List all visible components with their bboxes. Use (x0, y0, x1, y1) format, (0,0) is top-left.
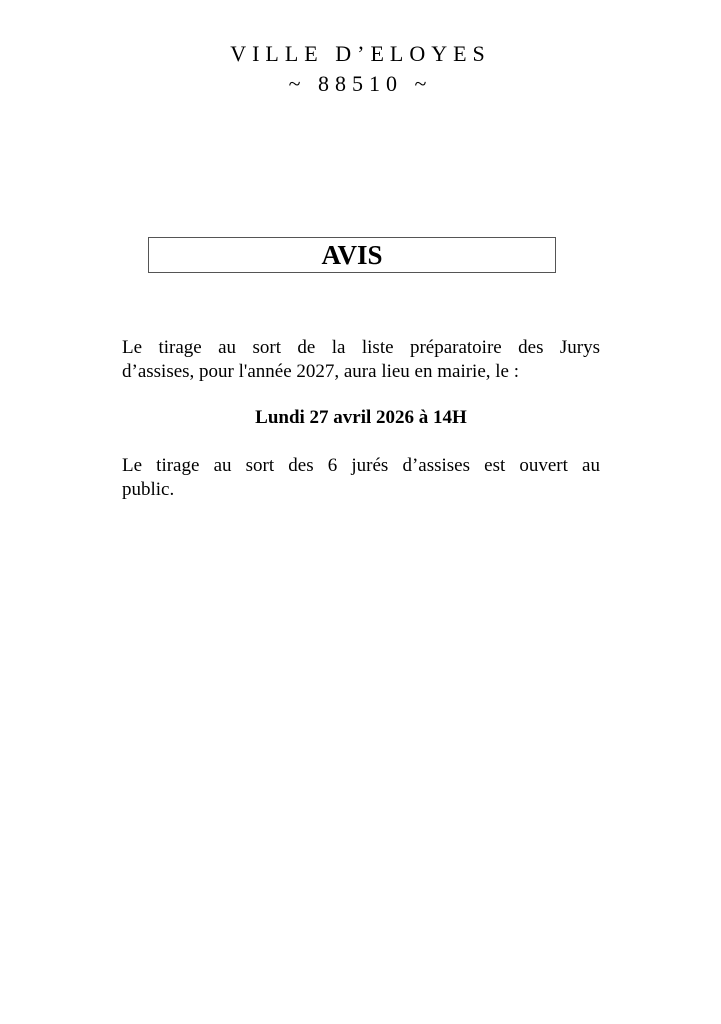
notice-title-box (148, 237, 556, 273)
draw-date: Lundi 27 avril 2026 à 14H (255, 407, 467, 428)
postal-code: ~ 88510 ~ (288, 71, 433, 96)
town-name: VILLE D’ELOYES (230, 41, 491, 66)
paragraph-1-line-1: Le tirage au sort de la liste préparatoire des Jurys (122, 337, 600, 358)
notice-paragraph-2 (122, 454, 600, 502)
notice-paragraph-1 (122, 336, 600, 384)
paragraph-2-line-1: Le tirage au sort des 6 jurés d’assises est ouvert au (122, 455, 600, 476)
notice-title: AVIS (321, 240, 383, 270)
paragraph-1-line-2: d’assises, pour l'année 2027, aura lieu en mairie, le : (122, 361, 520, 382)
paragraph-2-line-2: public. (122, 479, 175, 500)
